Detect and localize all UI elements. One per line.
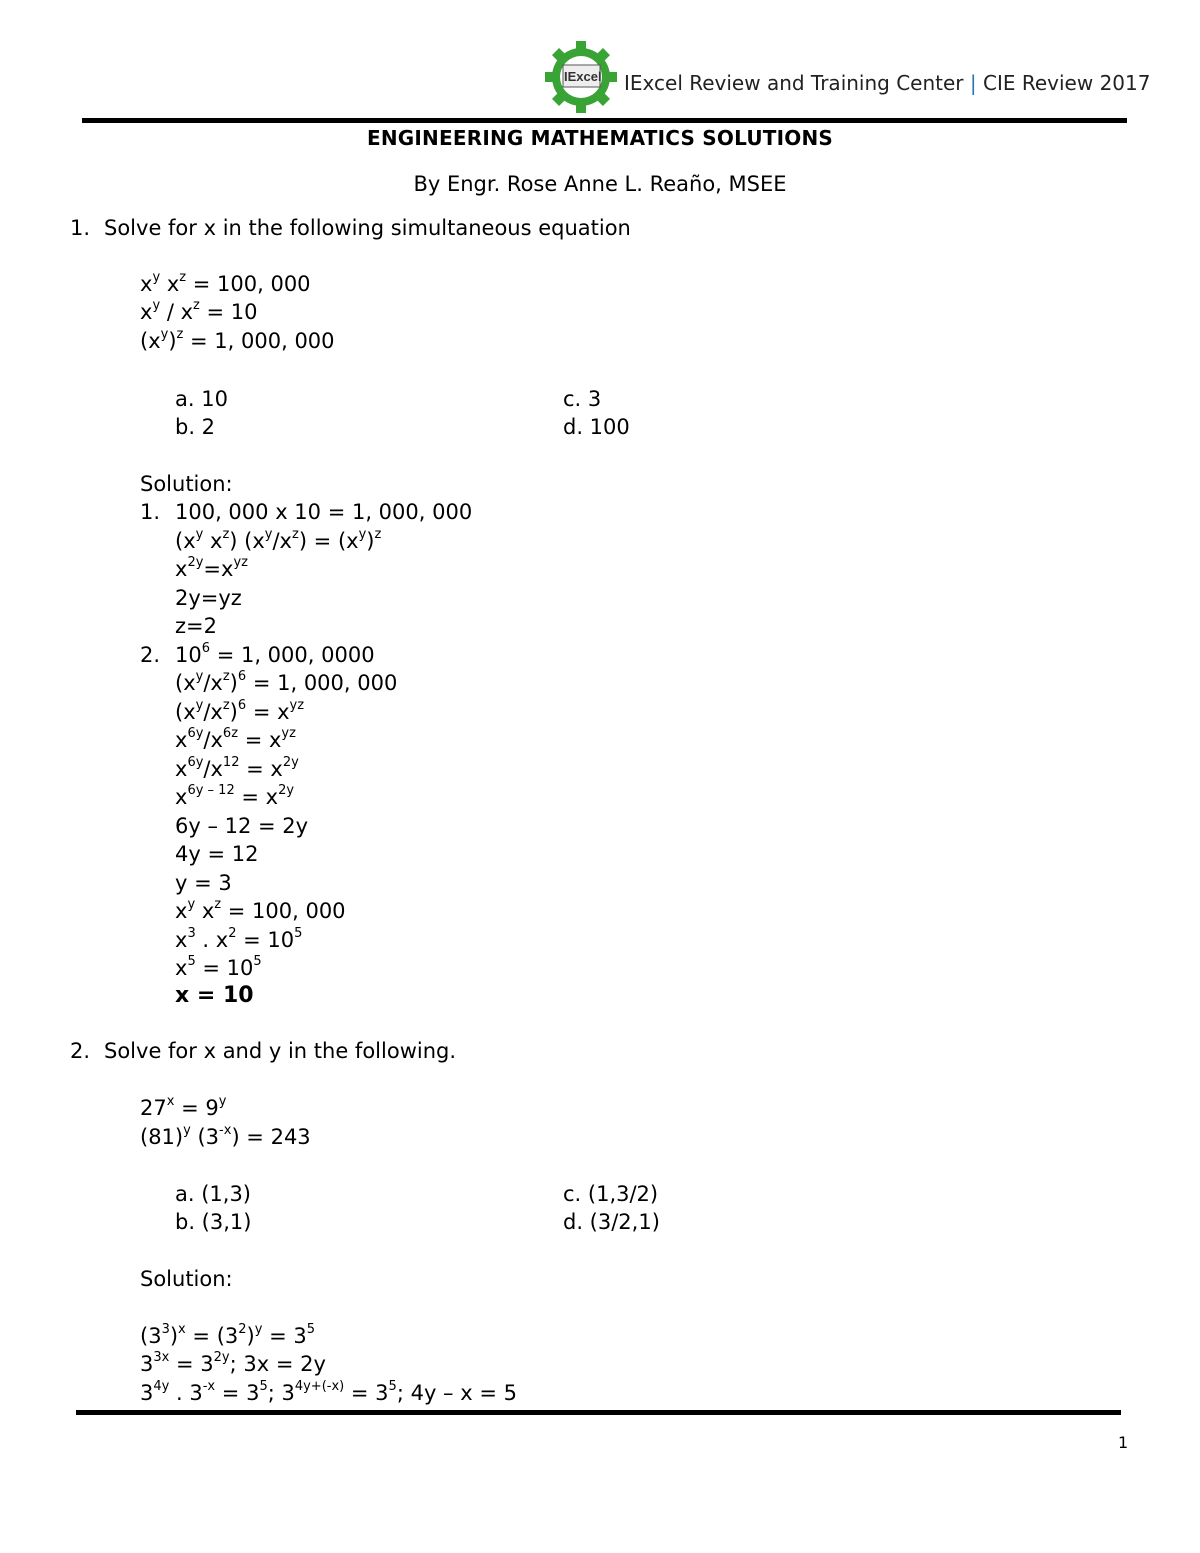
equation-line: $x^y / x^z = 10$ [140, 298, 258, 324]
page-title: ENGINEERING MATHEMATICS SOLUTIONS [367, 126, 833, 150]
header-separator: | [969, 71, 977, 95]
choice-b: b. (3,1) [175, 1210, 252, 1234]
svg-text:IExcel: IExcel [564, 69, 602, 84]
solution-label: Solution: [140, 1267, 233, 1291]
solution-line: $x^3$ . $x^2 = 10^5$ [175, 926, 303, 952]
solution-line: $x^{6y - 12} = x^{2y}$ [175, 783, 295, 809]
solution-line: $(x^y/x^z)^6 = x^{yz}$ [175, 698, 305, 724]
solution-line: $3^{4y}$ . $3^{-x} = 3^5$; $3^{4y+(-x)} = 3^5$; 4y – x = 5 [140, 1379, 517, 1405]
choice-a: a. 10 [175, 387, 228, 411]
solution-line: 2y=yz [175, 586, 242, 610]
author-line: By Engr. Rose Anne L. Reaño, MSEE [413, 172, 787, 196]
equation-line: $27^x = 9^y$ [140, 1094, 227, 1120]
problem1-question: Solve for x in the following simultaneous equation [104, 216, 631, 240]
solution-line: $x^5 = 10^5$ [175, 954, 262, 980]
solution-line: z=2 [175, 614, 217, 638]
review-name: CIE Review 2017 [983, 71, 1151, 95]
choice-a: a. (1,3) [175, 1182, 252, 1206]
equation-line: $(x^y)^z = 1$, 000, 000 [140, 327, 335, 353]
solution-line: ($x^y$ $x^z$) $(x^y/x^z) = (x^y)^z$ [175, 527, 382, 553]
choice-b: b. 2 [175, 415, 216, 439]
choice-d: d. 100 [563, 415, 630, 439]
solution-line: $3^{3x} = 3^{2y}$; 3x = 2y [140, 1350, 326, 1376]
problem2-number: 2. [70, 1039, 91, 1063]
solution-line: $x^y$ $x^z = 100$, 000 [175, 897, 346, 923]
solution-line: 4y = 12 [175, 842, 259, 866]
solution-line: $(x^y/x^z)^6 = 1$, 000, 000 [175, 669, 398, 695]
problem2-question: Solve for x and y in the following. [104, 1039, 457, 1063]
solution-line: 6y – 12 = 2y [175, 814, 309, 838]
solution-line: $x^{6y}/x^{6z} = x^{yz}$ [175, 726, 296, 752]
equation-line: $x^y$ $x^z = 100$, 000 [140, 270, 311, 296]
solution-line: $x^{6y}/x^{12} = x^{2y}$ [175, 755, 299, 781]
footer-rule [76, 1410, 1121, 1415]
final-answer: x = 10 [175, 983, 254, 1008]
solution-line: $x^{2y}=x^{yz}$ [175, 555, 248, 581]
org-name: IExcel Review and Training Center [624, 71, 964, 95]
equation-line: $(81)^y$ $(3^{-x}) = 243$ [140, 1123, 311, 1149]
step-number: 1. [140, 500, 161, 524]
problem1-number: 1. [70, 216, 91, 240]
step-number: 2. [140, 643, 161, 667]
solution-line: 100, 000 x 10 = 1, 000, 000 [175, 500, 473, 524]
header-rule [82, 118, 1127, 123]
choice-d: d. (3/2,1) [563, 1210, 660, 1234]
iexcel-logo [544, 40, 618, 114]
solution-line: $(3^3)^x = (3^2)^y = 3^5$ [140, 1322, 316, 1348]
choice-c: c. 3 [563, 387, 602, 411]
solution-line: $10^6 = 1$, 000, 0000 [175, 641, 375, 667]
page-number: 1 [1118, 1433, 1129, 1452]
header-text [624, 71, 1150, 95]
solution-label: Solution: [140, 472, 233, 496]
solution-line: y = 3 [175, 871, 232, 895]
choice-c: c. (1,3/2) [563, 1182, 659, 1206]
